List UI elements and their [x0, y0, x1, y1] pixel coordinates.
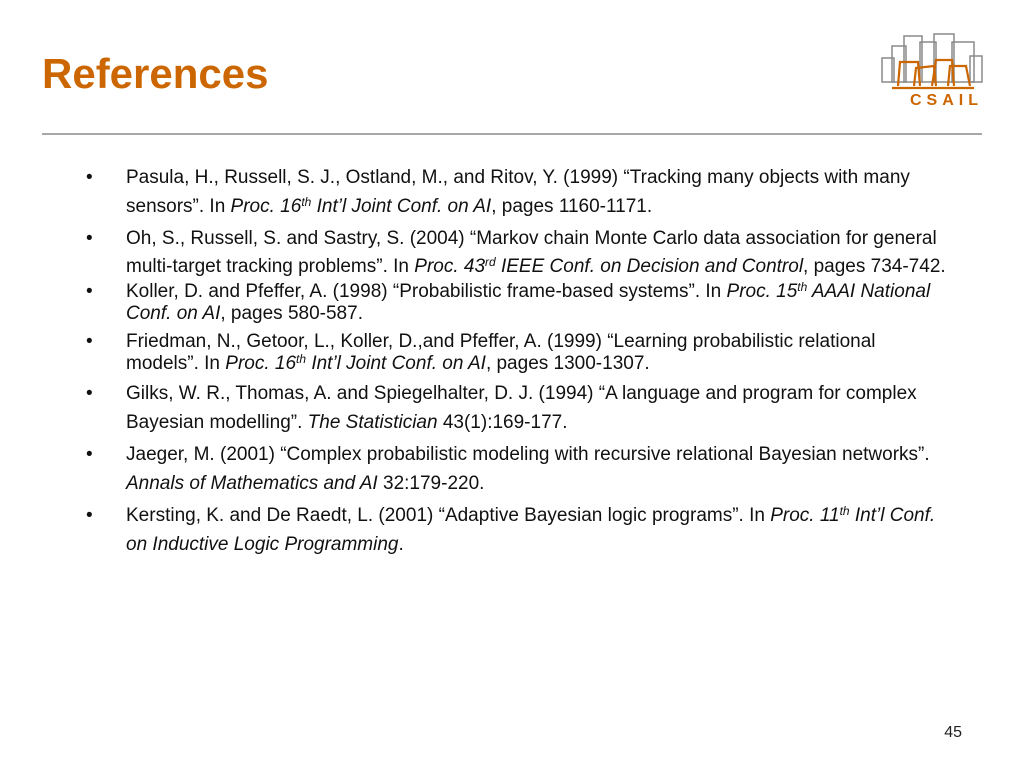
ref-pages: , pages 1300-1307. [485, 353, 650, 374]
ref-venue: Proc. 15 [726, 281, 798, 302]
ref-venue-rest: IEEE Conf. on Decision and Control [495, 256, 804, 277]
reference-item [86, 225, 946, 281]
ref-venue: The Statistician [307, 412, 438, 433]
ref-text: Kersting, K. and De Raedt, L. (2001) “Adaptive Bayesian logic programs”. In [126, 505, 771, 526]
logo-wordmark: CSAIL [910, 92, 983, 109]
reference-item [86, 379, 946, 437]
ref-venue-rest: Int’l Joint Conf. on AI [306, 353, 486, 374]
reference-item [86, 331, 946, 375]
ref-venue: Proc. 11 [770, 505, 840, 526]
ref-pages: , pages 734-742. [803, 256, 946, 277]
ref-venue: Annals of Mathematics and AI [126, 473, 378, 494]
ref-ordinal: th [296, 352, 307, 366]
page-title: References [42, 50, 269, 97]
reference-item [86, 501, 946, 559]
reference-item [86, 281, 946, 325]
ref-ordinal: rd [485, 255, 496, 269]
ref-venue: Proc. 16 [225, 353, 297, 374]
ref-pages: 32:179-220. [377, 473, 485, 494]
ref-venue-rest: Int’l Conf. on Inductive Logic Programming [126, 505, 936, 555]
ref-text: Koller, D. and Pfeffer, A. (1998) “Probabilistic frame-based systems”. In [126, 281, 727, 302]
csail-building-icon [878, 28, 988, 92]
ref-pages: 43(1):169-177. [437, 412, 568, 433]
ref-text: Oh, S., Russell, S. and Sastry, S. (2004) “Markov chain Monte Carlo data association for general multi-target tracking problems”. In [126, 228, 937, 277]
ref-venue-rest: AAAI National Conf. on AI [126, 281, 931, 324]
ref-text: Gilks, W. R., Thomas, A. and Spiegelhalter, D. J. (1994) “A language and program for complex Bayesian modelling”. [126, 383, 917, 433]
ref-venue: Proc. 16 [230, 196, 302, 217]
reference-item [86, 440, 946, 498]
reference-item [86, 163, 946, 221]
ref-pages: , pages 580-587. [220, 303, 363, 324]
csail-logo [878, 28, 988, 120]
ref-text: Friedman, N., Getoor, L., Koller, D.,and Pfeffer, A. (1999) “Learning probabilistic relational models”. In [126, 331, 876, 374]
ref-venue-rest: Int’l Joint Conf. on AI [311, 196, 492, 217]
page-number: 45 [944, 724, 962, 741]
title-divider [42, 133, 982, 135]
reference-list [86, 163, 946, 559]
ref-venue: Proc. 43 [414, 256, 486, 277]
ref-ordinal: th [839, 504, 850, 518]
ref-ordinal: th [797, 280, 808, 294]
ref-text: Pasula, H., Russell, S. J., Ostland, M., and Ritov, Y. (1999) “Tracking many objects with many sensors”. In [126, 167, 910, 217]
ref-text: Jaeger, M. (2001) “Complex probabilistic modeling with recursive relational Bayesian networks”. [126, 444, 930, 465]
ref-pages: , pages 1160-1171. [491, 196, 653, 217]
ref-pages: . [398, 534, 404, 555]
ref-ordinal: th [301, 195, 312, 209]
